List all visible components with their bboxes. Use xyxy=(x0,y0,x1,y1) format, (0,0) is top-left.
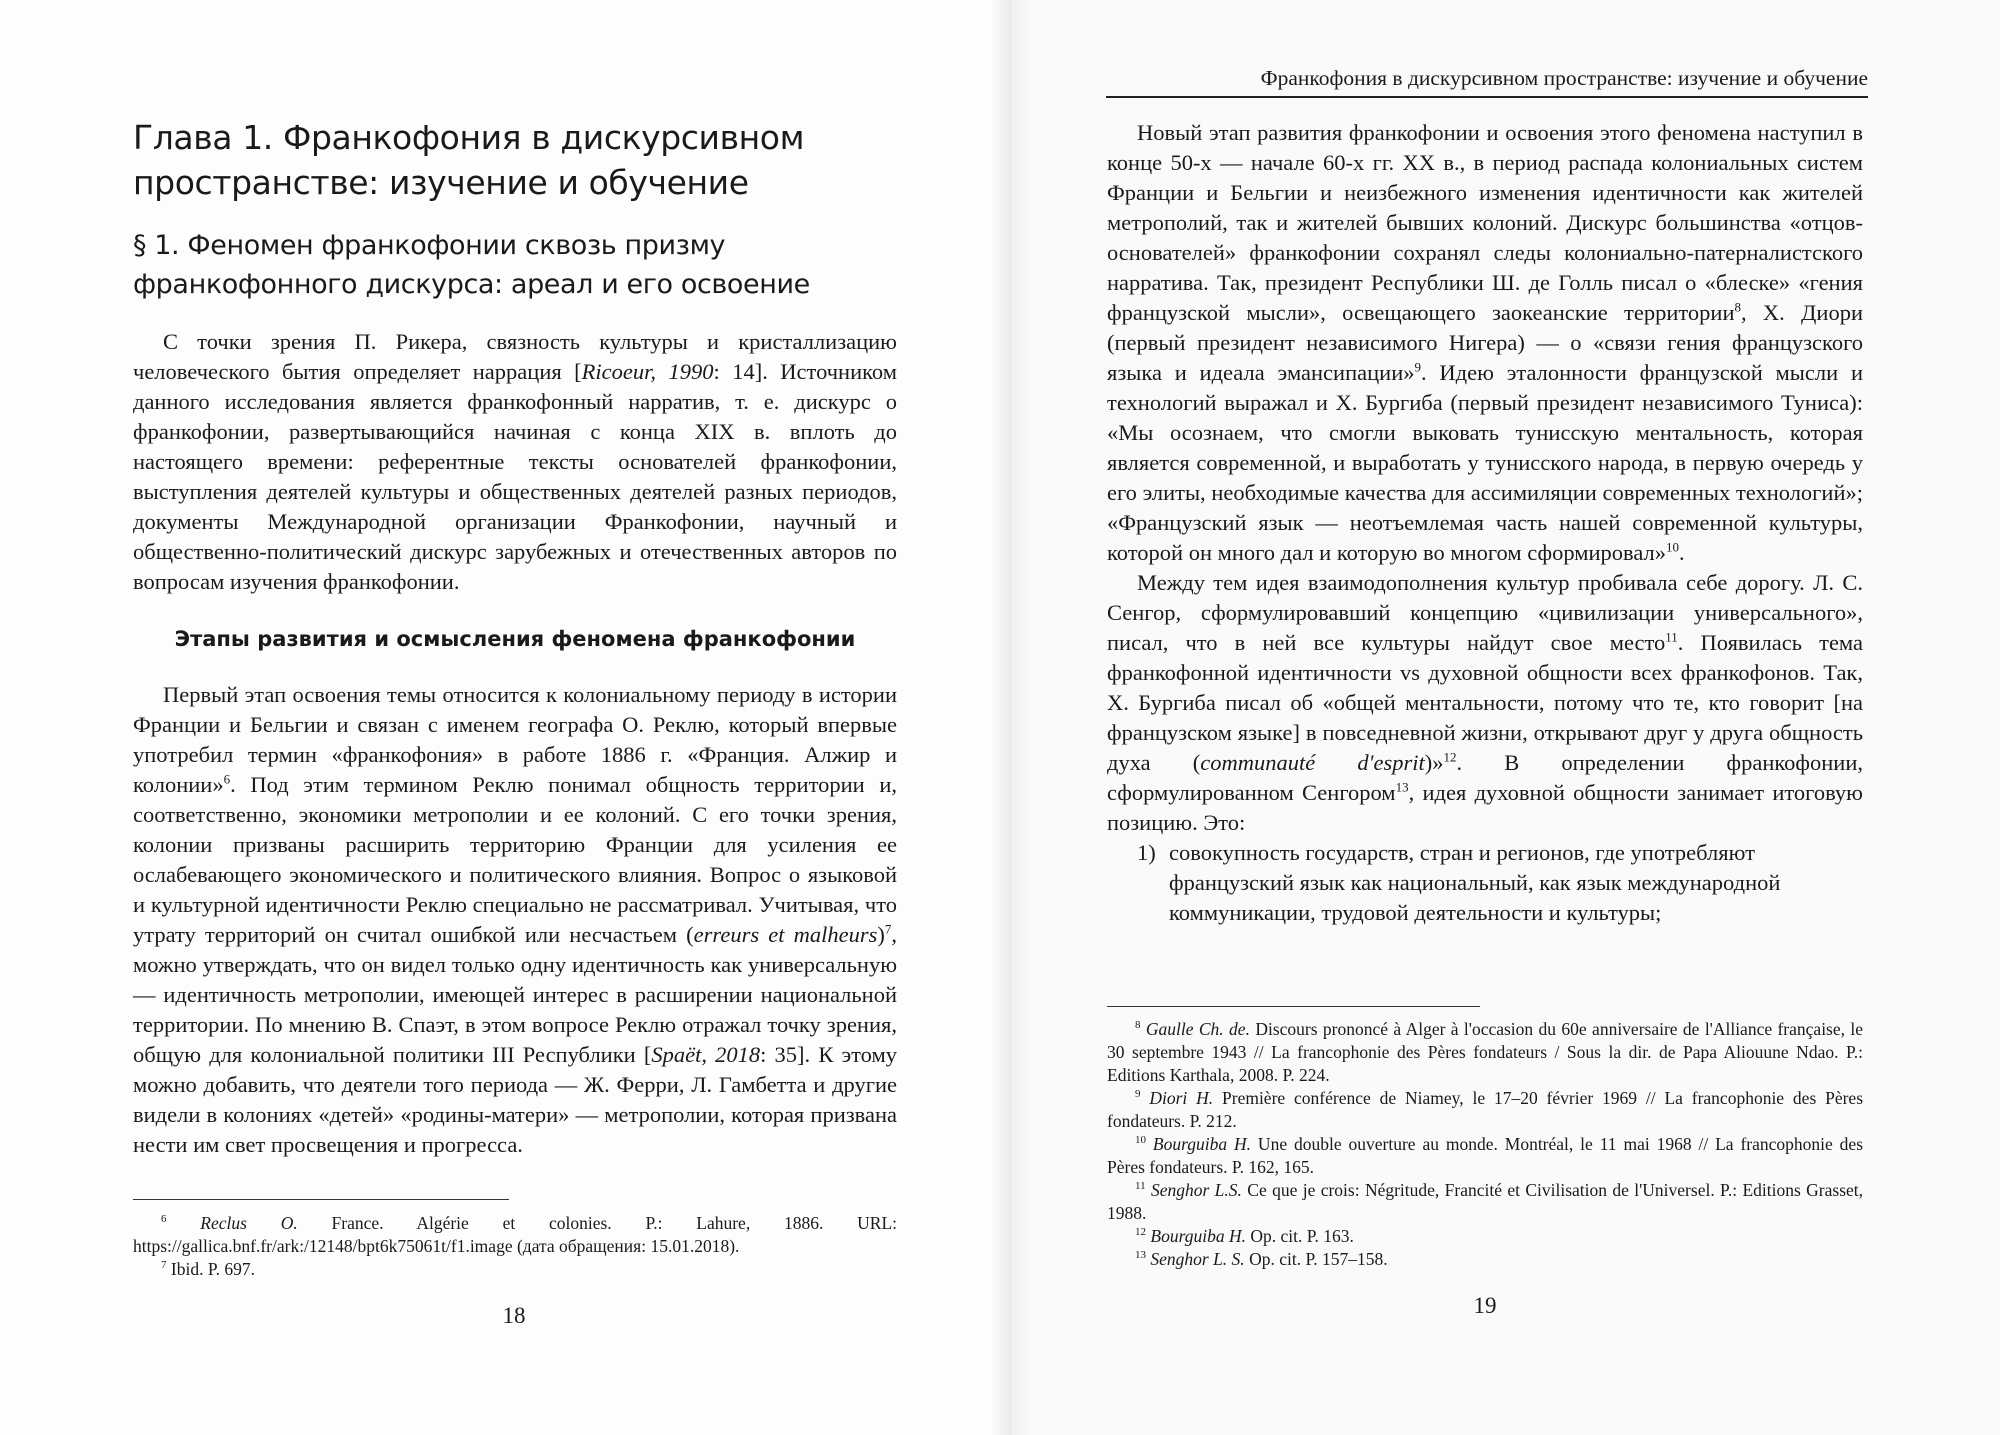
footnote-number: 12 xyxy=(1135,1226,1146,1239)
footnote-text: Une double ouverture au monde. Montréal, le 11 mai 1968 // La francophonie des Pères fondateurs. P. 162, 165. xyxy=(1107,1134,1863,1177)
footnote-author: Senghor L.S. xyxy=(1150,1180,1242,1200)
running-header: Франкофония в дискурсивном пространстве: изучение и обучение xyxy=(1260,66,1868,90)
chapter-title-line-2: пространстве: изучение и обучение xyxy=(133,163,749,202)
footnote-author: Senghor L. S. xyxy=(1150,1249,1245,1269)
footnote-text: Op. cit. P. 163. xyxy=(1245,1226,1354,1246)
footnote xyxy=(1107,1087,1863,1133)
header-divider xyxy=(1106,96,1868,98)
chapter-title-line-1: Глава 1. Франкофония в дискурсивном xyxy=(133,118,805,157)
section-title-line-2: франкофонного дискурса: ареал и его освоение xyxy=(133,269,810,300)
italic-phrase: erreurs et malheurs xyxy=(693,922,878,947)
footnote-text: Discours prononcé à Alger à l'occasion du 60e anniversaire de l'Alliance française, le 30 septembre 1943 // La francophonie des Pères fondateurs / Sous la dir. de Papa Aliouune Ndao. P.: Editions Karthala, 2008. P. 224. xyxy=(1107,1019,1864,1085)
footnote xyxy=(1107,1179,1863,1225)
para-text: Новый этап развития франкофонии и освоения этого феномена наступил в конце 50-х — начале 60-х гг. XX в., в период распада колониальных систем Франции и Бельгии и неизбежного изменения идентичности как жителей метрополий, так и жителей бывших колоний. Дискурс большинства «отцов-основателей» франкофонии сохранял следы колониально-патерналистского нарратива. Так, президент Республики Ш. де Голль писал о «блеске» «гения французской мысли», освещающего заокеанские территории xyxy=(1107,120,1863,325)
para-text: . Появилась тема франкофонной идентичности vs духовной общности всех франкофонов. Так, Х. Бургиба писал об «общей ментальности, потому что те, кто говорит [на французском языке] в повседневной жизни, открывают друг у друга общность духа ( xyxy=(1107,630,1863,775)
footnote-author: Gaulle Ch. de. xyxy=(1145,1019,1250,1039)
citation-ricoeur: Ricoeur, 1990 xyxy=(581,359,714,384)
footnote-text: Ce que je crois: Négritude, Francité et Civilisation de l'Universel. P.: Editions Grasset, 1988. xyxy=(1107,1180,1864,1223)
footnote-number: 7 xyxy=(161,1259,167,1272)
para-text: , Х. Диори (первый президент независимого Нигера) — о «связи гения французского языка и идеала эмансипации» xyxy=(1107,300,1863,385)
para-text: , идея духовной общности занимает итоговую позицию. Это: xyxy=(1107,780,1863,835)
para-text: ) xyxy=(877,922,885,947)
footnote-number: 13 xyxy=(1135,1249,1146,1262)
para-text: . Под этим термином Реклю понимал общность территории и, соответственно, экономики метрополии и ее колоний. С его точки зрения, колонии призваны расширить территорию Франции для усиления ее ослабевающего экономического и политического влияния. Вопрос о языковой и культурной идентичности Реклю специально не рассматривал. Учитывая, что утрату территорий он считал ошибкой или несчастьем ( xyxy=(133,772,897,947)
list-item xyxy=(1107,838,1863,928)
para-text: . Идею эталонности французской мысли и технологий выражал и Х. Бургиба (первый президент независимого Туниса): «Мы осознаем, что смогли выковать тунисскую ментальность, которая является современной, и выработать у тунисского народа, в первую очередь у его элиты, необходимые качества для ассимиляции современных технологий»; «Французский язык — неотъемлемая часть нашей современной культуры, которой он много дал и которую во многом сформировал» xyxy=(1107,360,1863,565)
footnote-divider xyxy=(1107,1006,1480,1007)
footnote-text: Ibid. P. 697. xyxy=(170,1259,255,1279)
chapter-title xyxy=(133,115,833,205)
footnote-text: France. Algérie et colonies. P.: Lahure, 1886. URL: https://gallica.bnf.fr/ark:/12148/bpt6k75061t/f1.image (дата обращения: 15.01.2018). xyxy=(133,1213,897,1256)
right-footnotes xyxy=(1107,1018,1863,1271)
footnote-ref-11[interactable]: 11 xyxy=(1665,629,1678,645)
footnote-number: 8 xyxy=(1135,1019,1141,1032)
footnote-number: 10 xyxy=(1135,1134,1146,1147)
footnote-author: Bourguiba H. xyxy=(1150,1226,1246,1246)
para-text: Между тем идея взаимодополнения культур пробивала себе дорогу. Л. С. Сенгор, сформулировавший концепцию «цивилизации универсального», писал, что в ней все культуры найдут свое место xyxy=(1107,570,1863,655)
footnote-ref-9[interactable]: 9 xyxy=(1414,359,1421,375)
citation-spaet: Spaët, 2018 xyxy=(651,1042,761,1067)
italic-phrase: communauté d'esprit xyxy=(1200,750,1425,775)
footnote-divider xyxy=(133,1199,509,1200)
list-item-number: 1) xyxy=(1137,840,1156,865)
first-stage-paragraph xyxy=(133,680,897,1160)
complementarity-paragraph xyxy=(1107,568,1863,838)
new-stage-paragraph xyxy=(1107,118,1863,568)
footnote-ref-13[interactable]: 13 xyxy=(1395,779,1409,795)
left-footnotes xyxy=(133,1212,897,1281)
footnote xyxy=(133,1258,897,1281)
footnote-number: 6 xyxy=(161,1213,167,1226)
footnote-ref-8[interactable]: 8 xyxy=(1734,299,1742,315)
list-item-text: совокупность государств, стран и регионов, где употребляют французский язык как национальный, как язык международной коммуникации, трудовой деятельности и культуры; xyxy=(1169,840,1781,925)
subheading-stages: Этапы развития и осмысления феномена франкофонии xyxy=(174,627,856,651)
right-body xyxy=(1107,118,1863,928)
footnote xyxy=(1107,1225,1863,1248)
footnote-ref-6[interactable]: 6 xyxy=(223,771,231,787)
footnote xyxy=(1107,1133,1863,1179)
para-text: . В определении франкофонии, сформулированном Сенгором xyxy=(1107,750,1863,805)
book-gutter xyxy=(990,0,1030,1435)
para-text: )» xyxy=(1424,750,1444,775)
para-text: , можно утверждать, что он видел только одну идентичность как универсальную — идентичность метрополии, имеющей интерес в расширении национальной территории. По мнению В. Спаэт, в этом вопросе Реклю отражал точку зрения, общую для колониальной политики III Республики [ xyxy=(133,922,897,1067)
footnote-author: Diori H. xyxy=(1149,1088,1214,1108)
footnote-text: Op. cit. P. 157–158. xyxy=(1244,1249,1388,1269)
para-text: : 35]. К этому можно добавить, что деятели того периода — Ж. Ферри, Л. Гамбетта и другие видели в колониях «детей» «родины-матери» — метрополии, которая призвана нести им свет просвещения и прогресса. xyxy=(133,1042,897,1157)
footnote-ref-10[interactable]: 10 xyxy=(1666,539,1679,555)
footnote-author: Reclus O. xyxy=(200,1213,298,1233)
section-title xyxy=(133,226,853,304)
intro-paragraph xyxy=(133,327,897,597)
footnote xyxy=(133,1212,897,1258)
para-text: Первый этап освоения темы относится к колониальному периоду в истории Франции и Бельгии и связан с именем географа О. Реклю, который впервые употребил термин «франкофония» в работе 1886 г. «Франция. Алжир и колонии» xyxy=(133,682,897,797)
footnote-text: Première conférence de Niamey, le 17–20 février 1969 // La francophonie des Pères fondateurs. P. 212. xyxy=(1107,1088,1864,1131)
page-number-right: 19 xyxy=(1473,1293,1497,1318)
para-text: . xyxy=(1679,540,1685,565)
footnote-ref-12[interactable]: 12 xyxy=(1443,749,1457,765)
section-title-line-1: § 1. Феномен франкофонии сквозь призму xyxy=(133,230,726,261)
intro-text-2: : 14]. Источником данного исследования является франкофонный нарратив, т. е. дискурс о франкофонии, развертывающийся начиная с конца XIX в. вплоть до настоящего времени: референтные тексты основателей франкофонии, выступления деятелей культуры и общественных деятелей разных периодов, документы Международной организации Франкофонии, научный и общественно-политический дискурс зарубежных и отечественных авторов по вопросам изучения франкофонии. xyxy=(133,359,897,594)
footnote-ref-7[interactable]: 7 xyxy=(884,921,892,937)
page-number-left: 18 xyxy=(502,1303,526,1328)
footnote-author: Bourguiba H. xyxy=(1152,1134,1252,1154)
footnote-number: 11 xyxy=(1135,1180,1146,1193)
footnote xyxy=(1107,1248,1863,1271)
footnote-number: 9 xyxy=(1135,1088,1141,1101)
footnote xyxy=(1107,1018,1863,1087)
intro-text-1: С точки зрения П. Рикера, связность культуры и кристаллизацию человеческого бытия определяет наррация [ xyxy=(133,329,897,384)
